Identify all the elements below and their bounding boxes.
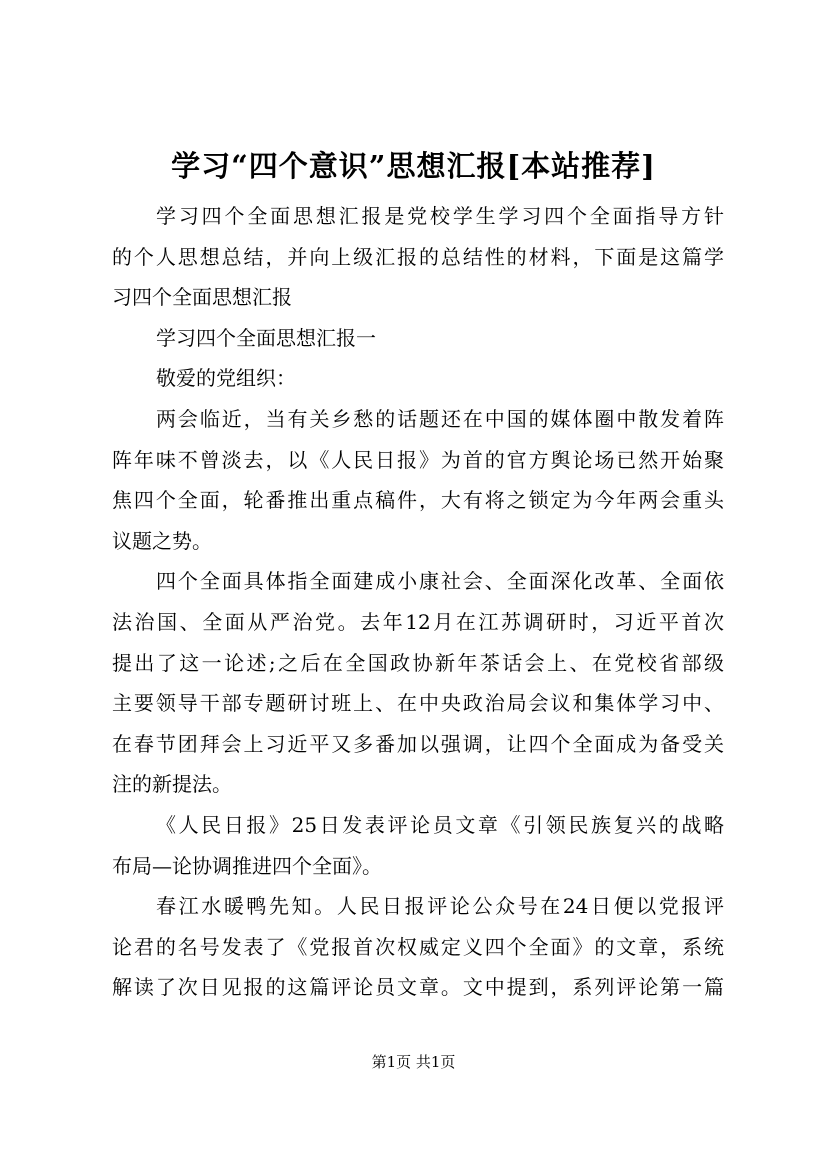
paragraph-line: 阵年味不曾淡去，以《人民日报》为首的官方舆论场已然开始聚 bbox=[112, 447, 724, 472]
document-title: 学习“四个意识”思想汇报[本站推荐] bbox=[171, 149, 656, 183]
paragraph-line: 论君的名号发表了《党报首次权威定义四个全面》的文章，系统 bbox=[112, 934, 724, 959]
paragraph-line: 布局—论协调推进四个全面》。 bbox=[112, 853, 382, 878]
paragraph-line: 春江水暖鸭先知。人民日报评论公众号在24日便以党报评 bbox=[156, 894, 724, 919]
paragraph-line: 提出了这一论述;之后在全国政协新年茶话会上、在党校省部级 bbox=[112, 650, 724, 675]
paragraph-line: 议题之势。 bbox=[112, 528, 212, 553]
salutation: 敬爱的党组织： bbox=[156, 366, 296, 391]
paragraph-line: 在春节团拜会上习近平又多番加以强调，让四个全面成为备受关 bbox=[112, 731, 724, 756]
paragraph-line: 《人民日报》25日发表评论员文章《引领民族复兴的战略 bbox=[156, 812, 724, 837]
paragraph-line: 的个人思想总结，并向上级汇报的总结性的材料，下面是这篇学 bbox=[112, 244, 724, 269]
paragraph-line: 法治国、全面从严治党。去年12月在江苏调研时，习近平首次 bbox=[112, 609, 724, 634]
section-heading: 学习四个全面思想汇报一 bbox=[156, 325, 376, 350]
page-number-footer: 第1页 共1页 bbox=[371, 1053, 456, 1071]
paragraph-line: 习四个全面思想汇报 bbox=[112, 285, 292, 310]
paragraph-line: 学习四个全面思想汇报是党校学生学习四个全面指导方针 bbox=[156, 204, 724, 228]
paragraph-line: 四个全面具体指全面建成小康社会、全面深化改革、全面依 bbox=[156, 569, 724, 594]
paragraph-line: 注的新提法。 bbox=[112, 772, 232, 797]
document-body bbox=[112, 196, 724, 1008]
paragraph-line: 焦四个全面，轮番推出重点稿件，大有将之锁定为今年两会重头 bbox=[112, 488, 724, 513]
paragraph-line: 解读了次日见报的这篇评论员文章。文中提到，系列评论第一篇 bbox=[112, 975, 724, 1000]
paragraph-line: 主要领导干部专题研讨班上、在中央政治局会议和集体学习中、 bbox=[112, 691, 724, 716]
paragraph-line: 两会临近，当有关乡愁的话题还在中国的媒体圈中散发着阵 bbox=[156, 406, 724, 431]
